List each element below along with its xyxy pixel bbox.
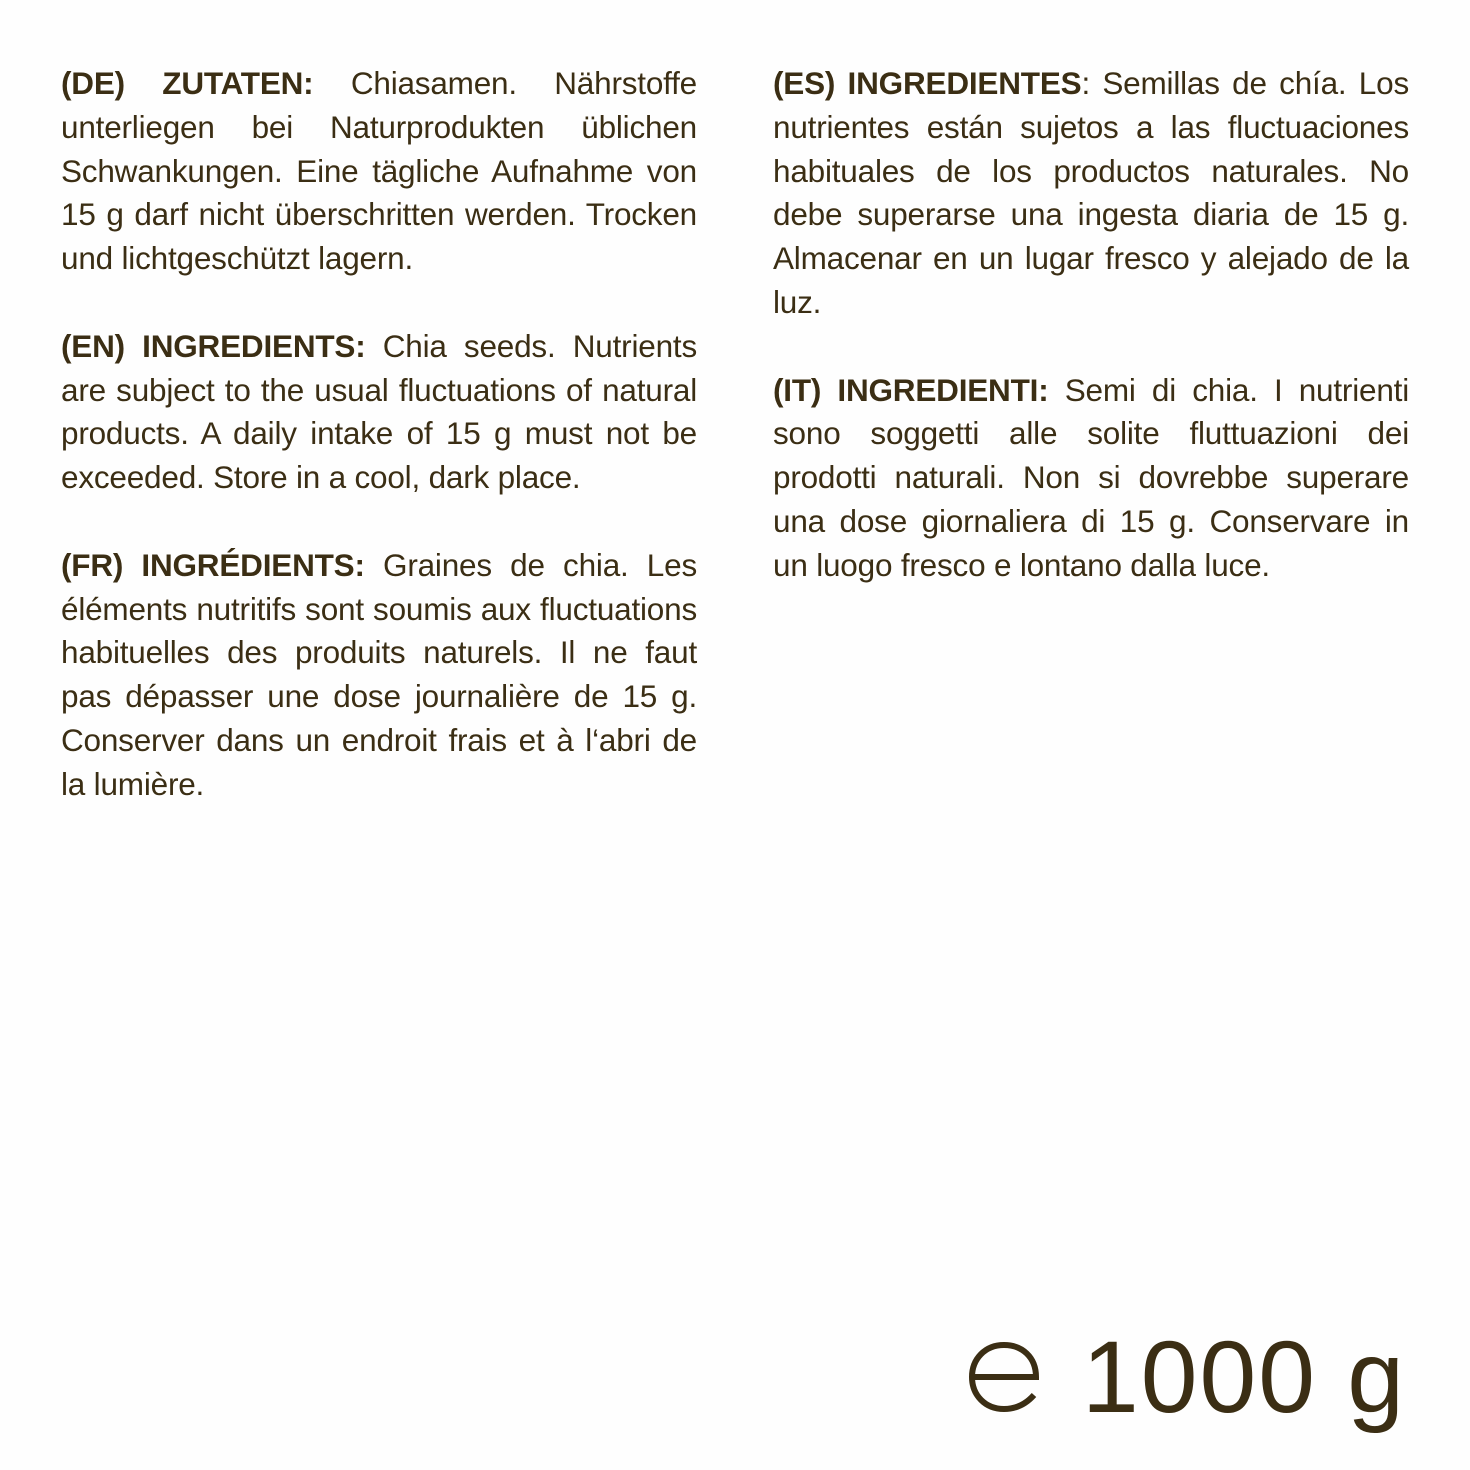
ingredients-fr-label: (FR) INGRÉDIENTS: <box>61 546 365 583</box>
ingredients-en-label: (EN) INGREDIENTS: <box>61 327 366 364</box>
ingredients-it <box>773 369 1409 588</box>
right-column <box>773 62 1409 631</box>
net-weight-value: 1000 g <box>1082 1320 1406 1434</box>
ingredients-en-text: Chia seeds. Nutrients are subject to the usual fluctuations of natural products. A daily intake of 15 g must not be exceeded. Store in a cool, dark place. <box>61 327 697 496</box>
ingredients-es-text: : Semillas de chía. Los nutrientes están sujetos a las fluctuaciones habituales de los productos naturales. No debe superarse una ingesta diaria de 15 g. Almacenar en un lugar fresco y alejado de la luz. <box>773 65 1409 320</box>
ingredients-de-text: Chiasamen. Nährstoffe unterliegen bei Naturprodukten üblichen Schwankungen. Eine tägliche Aufnahme von 15 g darf nicht überschritten werden. Trocken und lichtgeschützt lagern. <box>61 65 698 277</box>
ingredients-en <box>61 325 697 500</box>
ingredients-de-label: (DE) ZUTATEN: <box>61 65 314 101</box>
ingredients-it-label: (IT) INGREDIENTI: <box>773 371 1049 408</box>
ingredients-fr <box>61 544 697 807</box>
ingredients-fr-text: Graines de chia. Les éléments nutritifs sont soumis aux fluctuations habituelles des produits naturels. Il ne faut pas dépasser une dose journalière de 15 g. Conserver dans un endroit frais et à l‘abri de la lumière. <box>61 546 697 802</box>
net-weight <box>964 1322 1406 1432</box>
estimated-sign-icon <box>964 1337 1044 1417</box>
ingredients-es-label: (ES) INGREDIENTES <box>773 65 1082 101</box>
ingredients-de <box>61 62 697 281</box>
left-column <box>61 62 697 850</box>
ingredients-es <box>773 62 1409 325</box>
ingredients-it-text: Semi di chia. I nutrienti sono soggetti alle solite fluttuazioni dei prodotti naturali. Non si dovrebbe superare una dose giornaliera di 15 g. Conservare in un luogo fresco e lontano dalla luce. <box>773 371 1410 583</box>
